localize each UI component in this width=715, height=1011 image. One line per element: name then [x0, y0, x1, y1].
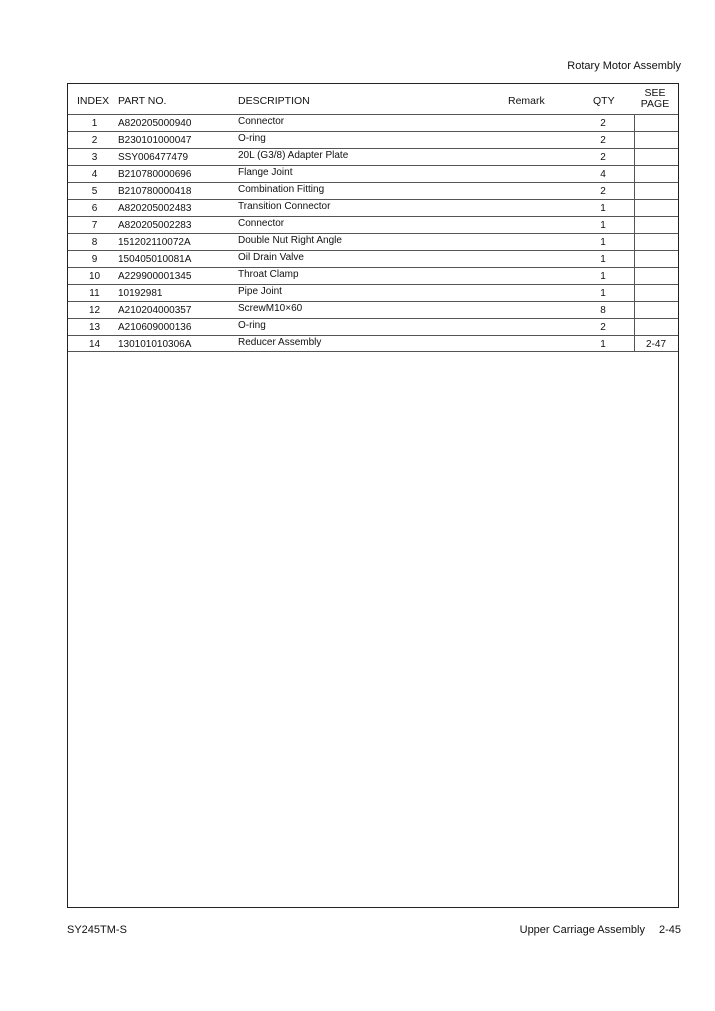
cell-description: ScrewM10×60: [238, 303, 303, 314]
header-see-page: SEE PAGE: [640, 87, 670, 110]
cell-qty: 8: [600, 305, 606, 316]
cell-description: Double Nut Right Angle: [238, 235, 342, 246]
cell-qty: 1: [600, 339, 606, 350]
cell-qty: 2: [600, 322, 606, 333]
cell-index: 13: [88, 322, 101, 333]
cell-part-no: B230101000047: [118, 135, 192, 146]
table-header: [68, 84, 678, 114]
cell-qty: 1: [600, 203, 606, 214]
cell-index: 9: [91, 254, 98, 265]
cell-see-page: 2-47: [645, 339, 666, 350]
cell-description: Transition Connector: [238, 201, 331, 212]
table-row: [68, 216, 678, 233]
table-row: [68, 182, 678, 199]
cell-description: Flange Joint: [238, 167, 293, 178]
cell-description: Connector: [238, 218, 285, 229]
cell-part-no: A229900001345: [118, 271, 192, 282]
table-row: [68, 284, 678, 301]
cell-index: 2: [91, 135, 98, 146]
cell-qty: 1: [600, 237, 606, 248]
cell-index: 5: [91, 186, 98, 197]
header-index: INDEX: [77, 95, 110, 107]
cell-index: 1: [91, 118, 98, 129]
table-row: [68, 250, 678, 267]
cell-qty: 1: [600, 288, 606, 299]
cell-index: 14: [88, 339, 101, 350]
table-row: [68, 267, 678, 284]
footer-model: SY245TM-S: [67, 924, 127, 936]
cell-qty: 1: [600, 220, 606, 231]
cell-qty: 1: [600, 271, 606, 282]
cell-part-no: A210204000357: [118, 305, 192, 316]
cell-part-no: B210780000418: [118, 186, 192, 197]
table-row: [68, 233, 678, 250]
table-row: [68, 335, 678, 352]
cell-description: Connector: [238, 116, 285, 127]
footer-section-page: [520, 924, 681, 936]
header-description: DESCRIPTION: [238, 95, 310, 107]
table-row: [68, 131, 678, 148]
table-row: [68, 199, 678, 216]
header-part-no: PART NO.: [118, 95, 167, 107]
cell-part-no: A210609000136: [118, 322, 192, 333]
cell-index: 3: [91, 152, 98, 163]
cell-qty: 2: [600, 135, 606, 146]
cell-qty: 2: [600, 152, 606, 163]
table-body: [68, 114, 678, 352]
cell-part-no: A820205000940: [118, 118, 192, 129]
cell-qty: 2: [600, 118, 606, 129]
cell-index: 8: [91, 237, 98, 248]
page-header: Rotary Motor Assembly: [567, 60, 681, 72]
cell-part-no: 151202110072A: [118, 237, 191, 248]
table-row: [68, 148, 678, 165]
header-qty: QTY: [593, 95, 615, 107]
cell-description: O-ring: [238, 320, 266, 331]
cell-part-no: 150405010081A: [118, 254, 192, 265]
cell-description: O-ring: [238, 133, 266, 144]
cell-description: Reducer Assembly: [238, 337, 322, 348]
cell-description: 20L (G3/8) Adapter Plate: [238, 150, 349, 161]
header-remark: Remark: [508, 95, 545, 107]
cell-description: Oil Drain Valve: [238, 252, 304, 263]
table-row: [68, 165, 678, 182]
footer-section: Upper Carriage Assembly: [519, 924, 645, 936]
cell-part-no: 130101010306A: [118, 339, 192, 350]
table-row: [68, 114, 678, 131]
cell-index: 12: [88, 305, 101, 316]
parts-table: [67, 83, 679, 908]
table-row: [68, 301, 678, 318]
cell-description: Pipe Joint: [238, 286, 282, 297]
cell-index: 6: [91, 203, 98, 214]
cell-part-no: 10192981: [118, 288, 163, 299]
cell-qty: 1: [600, 254, 606, 265]
cell-qty: 4: [600, 169, 606, 180]
cell-index: 7: [91, 220, 98, 231]
cell-index: 11: [89, 288, 100, 299]
cell-part-no: A820205002283: [118, 220, 192, 231]
cell-part-no: B210780000696: [118, 169, 192, 180]
footer-page-number: 2-45: [658, 924, 681, 936]
cell-index: 10: [88, 271, 101, 282]
cell-index: 4: [91, 169, 98, 180]
cell-qty: 2: [600, 186, 606, 197]
cell-description: Combination Fitting: [238, 184, 325, 195]
cell-part-no: SSY006477479: [118, 152, 189, 163]
cell-part-no: A820205002483: [118, 203, 192, 214]
cell-description: Throat Clamp: [238, 269, 299, 280]
table-row: [68, 318, 678, 335]
